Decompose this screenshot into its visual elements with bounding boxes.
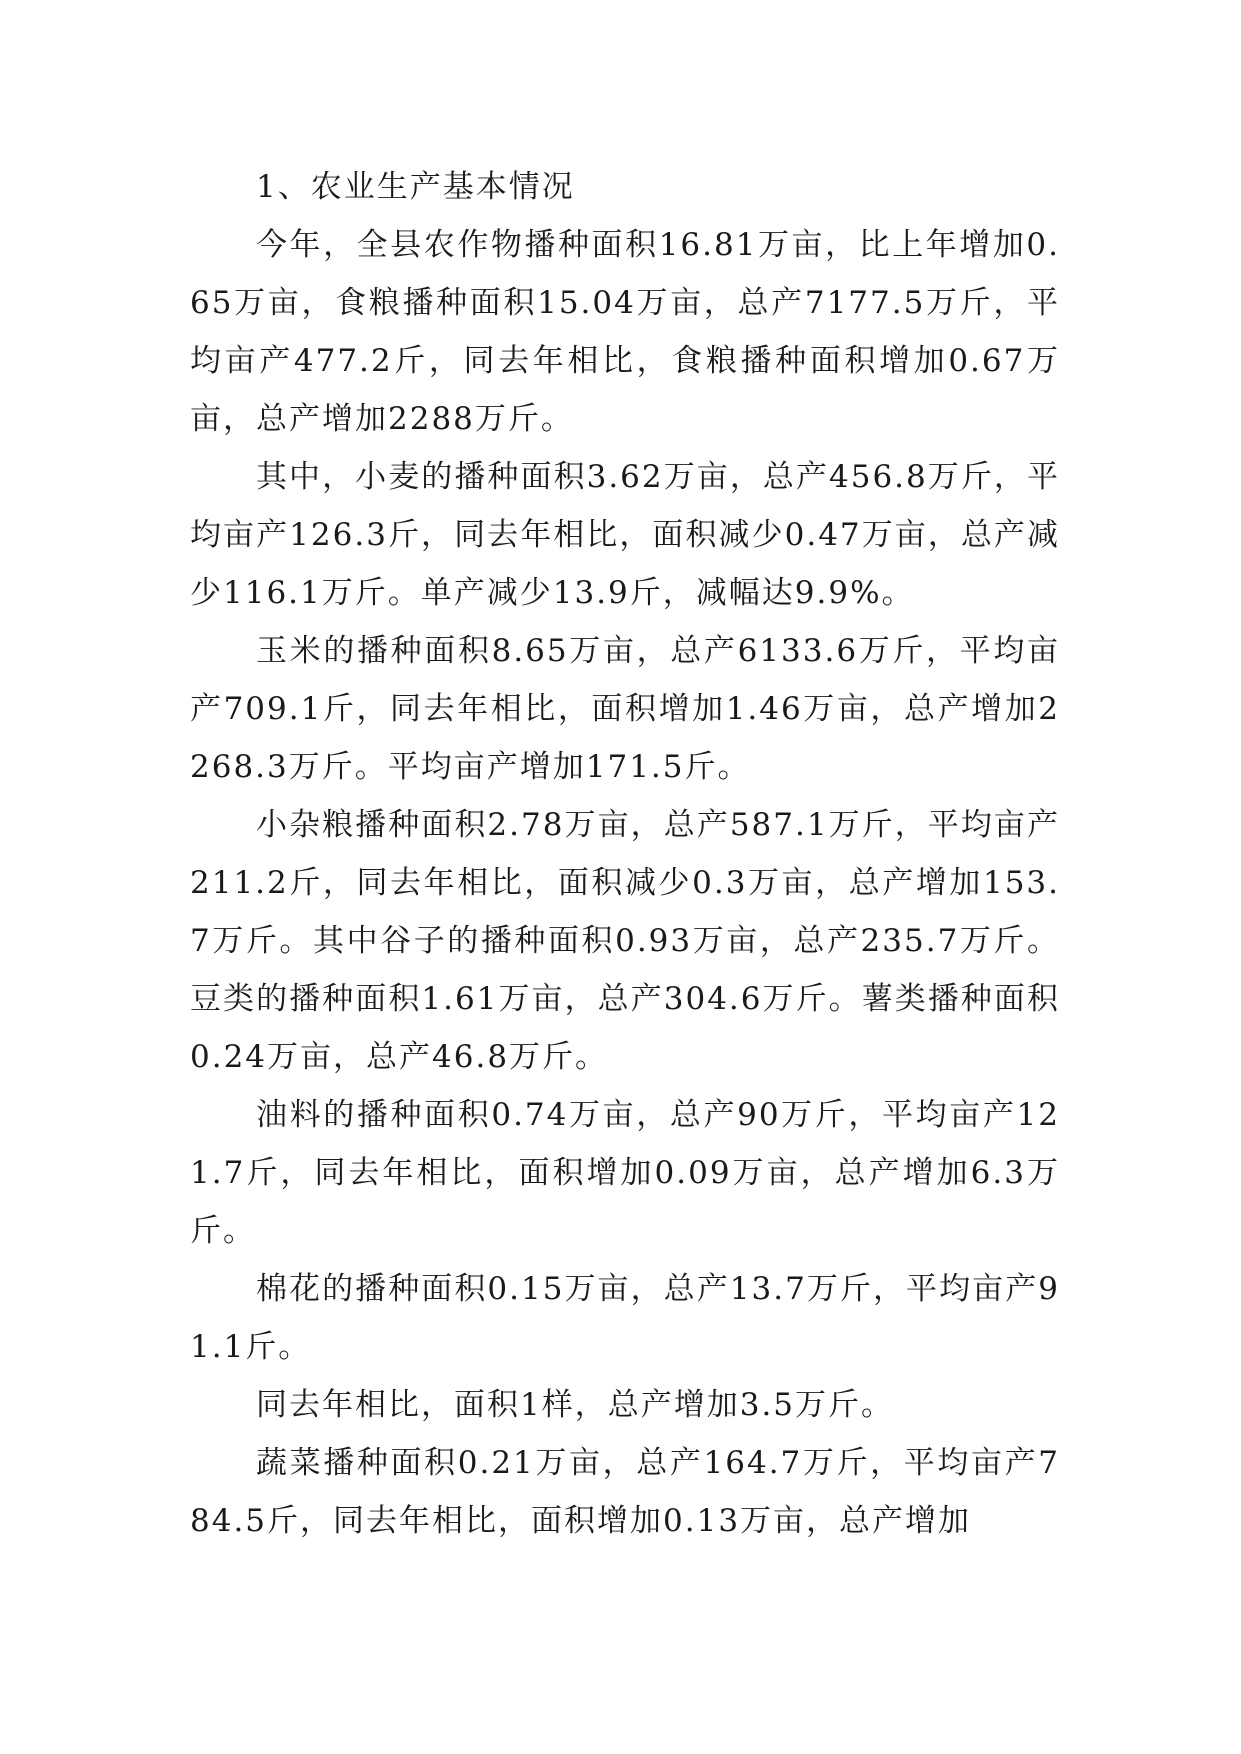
paragraph-cotton-comparison: 同去年相比，面积1样，总产增加3.5万斤。	[256, 1387, 895, 1423]
section-heading: 1、农业生产基本情况	[256, 169, 575, 205]
paragraph-cotton: 棉花的播种面积0.15万亩，总产13.7万斤，平均亩产91.1斤。	[190, 1271, 1060, 1365]
paragraph-oilseeds: 油料的播种面积0.74万亩，总产90万斤，平均亩产121.7斤，同去年相比，面积增加0.09万亩，总产增加6.3万斤。	[190, 1097, 1060, 1249]
paragraph-minor-grains: 小杂粮播种面积2.78万亩，总产587.1万斤，平均亩产211.2斤，同去年相比，面积减少0.3万亩，总产增加153.7万斤。其中谷子的播种面积0.93万亩，总产235.7万斤。豆类的播种面积1.61万亩，总产304.6万斤。薯类播种面积0.24万亩，总产46.8万斤。	[190, 807, 1060, 1075]
document-body	[190, 158, 1060, 1550]
paragraph-vegetables: 蔬菜播种面积0.21万亩，总产164.7万斤，平均亩产784.5斤，同去年相比，面积增加0.13万亩，总产增加	[190, 1445, 1060, 1539]
paragraph-overview: 今年，全县农作物播种面积16.81万亩，比上年增加0.65万亩，食粮播种面积15.04万亩，总产7177.5万斤，平均亩产477.2斤，同去年相比，食粮播种面积增加0.67万亩，总产增加2288万斤。	[190, 227, 1060, 437]
paragraph-wheat: 其中，小麦的播种面积3.62万亩，总产456.8万斤，平均亩产126.3斤，同去年相比，面积减少0.47万亩，总产减少116.1万斤。单产减少13.9斤，减幅达9.9%。	[190, 459, 1060, 611]
paragraph-corn: 玉米的播种面积8.65万亩，总产6133.6万斤，平均亩产709.1斤，同去年相比，面积增加1.46万亩，总产增加2268.3万斤。平均亩产增加171.5斤。	[190, 633, 1060, 785]
